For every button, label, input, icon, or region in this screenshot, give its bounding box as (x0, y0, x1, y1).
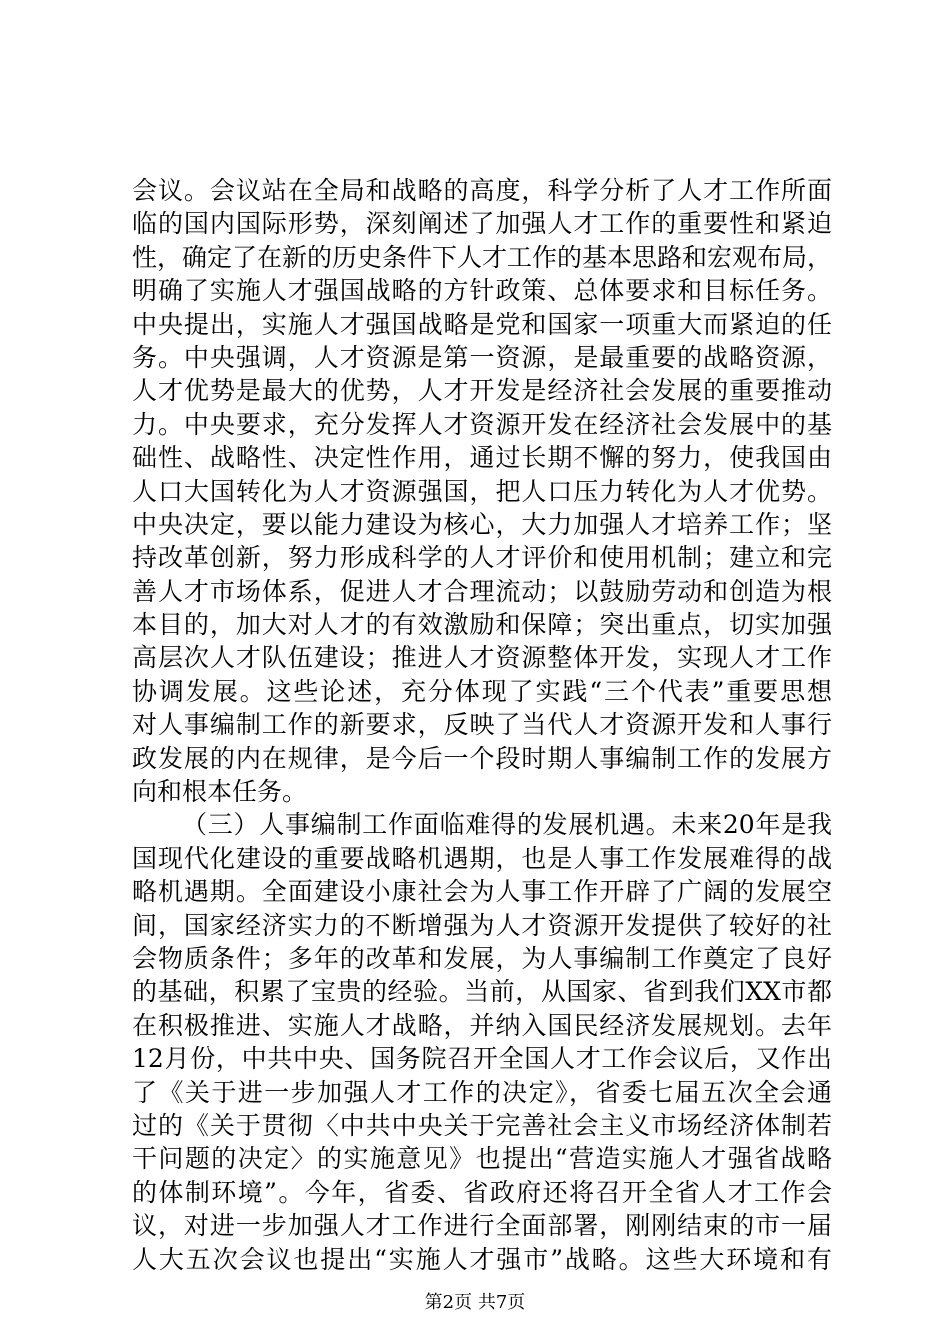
text-line: 会物质条件；多年的改革和发展，为人事编制工作奠定了良好 (132, 943, 832, 973)
text-line: 本目的，加大对人才的有效激励和保障；突出重点，切实加强 (132, 610, 832, 640)
text-line-paragraph-start: （三）人事编制工作面临难得的发展机遇。未来20年是我 (182, 810, 832, 840)
text-line: 了《关于进一步加强人才工作的决定》，省委七届五次全会通 (132, 1077, 832, 1107)
text-line: 力。中央要求，充分发挥人才资源开发在经济社会发展中的基 (132, 409, 832, 439)
text-line: 明确了实施人才强国战略的方针政策、总体要求和目标任务。 (132, 276, 832, 306)
text-line: 的体制环境”。今年，省委、省政府还将召开全省人才工作会 (132, 1177, 832, 1207)
text-line-paragraph-end: 向和根本任务。 (132, 777, 308, 807)
text-line: 人口大国转化为人才资源强国，把人口压力转化为人才优势。 (132, 476, 832, 506)
text-line: 协调发展。这些论述，充分体现了实践“三个代表”重要思想 (132, 676, 832, 706)
text-line: 中央提出，实施人才强国战略是党和国家一项重大而紧迫的任 (132, 309, 832, 339)
text-line: 础性、战略性、决定性作用，通过长期不懈的努力，使我国由 (132, 443, 832, 473)
text-line: 务。中央强调，人才资源是第一资源，是最重要的战略资源， (132, 342, 832, 372)
text-line: 性，确定了在新的历史条件下人才工作的基本思路和宏观布局， (132, 242, 833, 272)
text-line: 间，国家经济实力的不断增强为人才资源开发提供了较好的社 (132, 910, 832, 940)
text-line: 人大五次会议也提出“实施人才强市”战略。这些大环境和有 (132, 1244, 832, 1274)
text-line: 中央决定，要以能力建设为核心，大力加强人才培养工作；坚 (132, 509, 832, 539)
text-line: 政发展的内在规律，是今后一个段时期人事编制工作的发展方 (132, 743, 832, 773)
page-number-footer: 第2页 共7页 (424, 1292, 526, 1313)
text-line: 持改革创新，努力形成科学的人才评价和使用机制；建立和完 (132, 543, 832, 573)
text-line: 国现代化建设的重要战略机遇期，也是人事工作发展难得的战 (132, 843, 832, 873)
text-line: 对人事编制工作的新要求，反映了当代人才资源开发和人事行 (132, 710, 832, 740)
text-line: 会议。会议站在全局和战略的高度，科学分析了人才工作所面 (132, 176, 832, 205)
text-line: 过的《关于贯彻〈中共中央关于完善社会主义市场经济体制若 (132, 1110, 832, 1140)
text-line: 略机遇期。全面建设小康社会为人事工作开辟了广阔的发展空 (132, 877, 832, 907)
text-line: 议，对进一步加强人才工作进行全面部署，刚刚结束的市一届 (132, 1211, 832, 1241)
text-line: 的基础，积累了宝贵的经验。当前，从国家、省到我们XX市都 (132, 977, 832, 1007)
text-line: 高层次人才队伍建设；推进人才资源整体开发，实现人才工作 (132, 643, 832, 673)
body-text (132, 174, 832, 1276)
text-line: 干问题的决定〉的实施意见》也提出“营造实施人才强省战略 (132, 1144, 832, 1174)
text-line: 人才优势是最大的优势，人才开发是经济社会发展的重要推动 (132, 376, 832, 406)
text-line: 善人才市场体系，促进人才合理流动；以鼓励劳动和创造为根 (132, 576, 832, 606)
text-line: 在积极推进、实施人才战略，并纳入国民经济发展规划。去年 (132, 1010, 832, 1040)
text-line: 12月份，中共中央、国务院召开全国人才工作会议后，又作出 (132, 1044, 832, 1074)
text-line: 临的国内国际形势，深刻阐述了加强人才工作的重要性和紧迫 (132, 209, 832, 239)
